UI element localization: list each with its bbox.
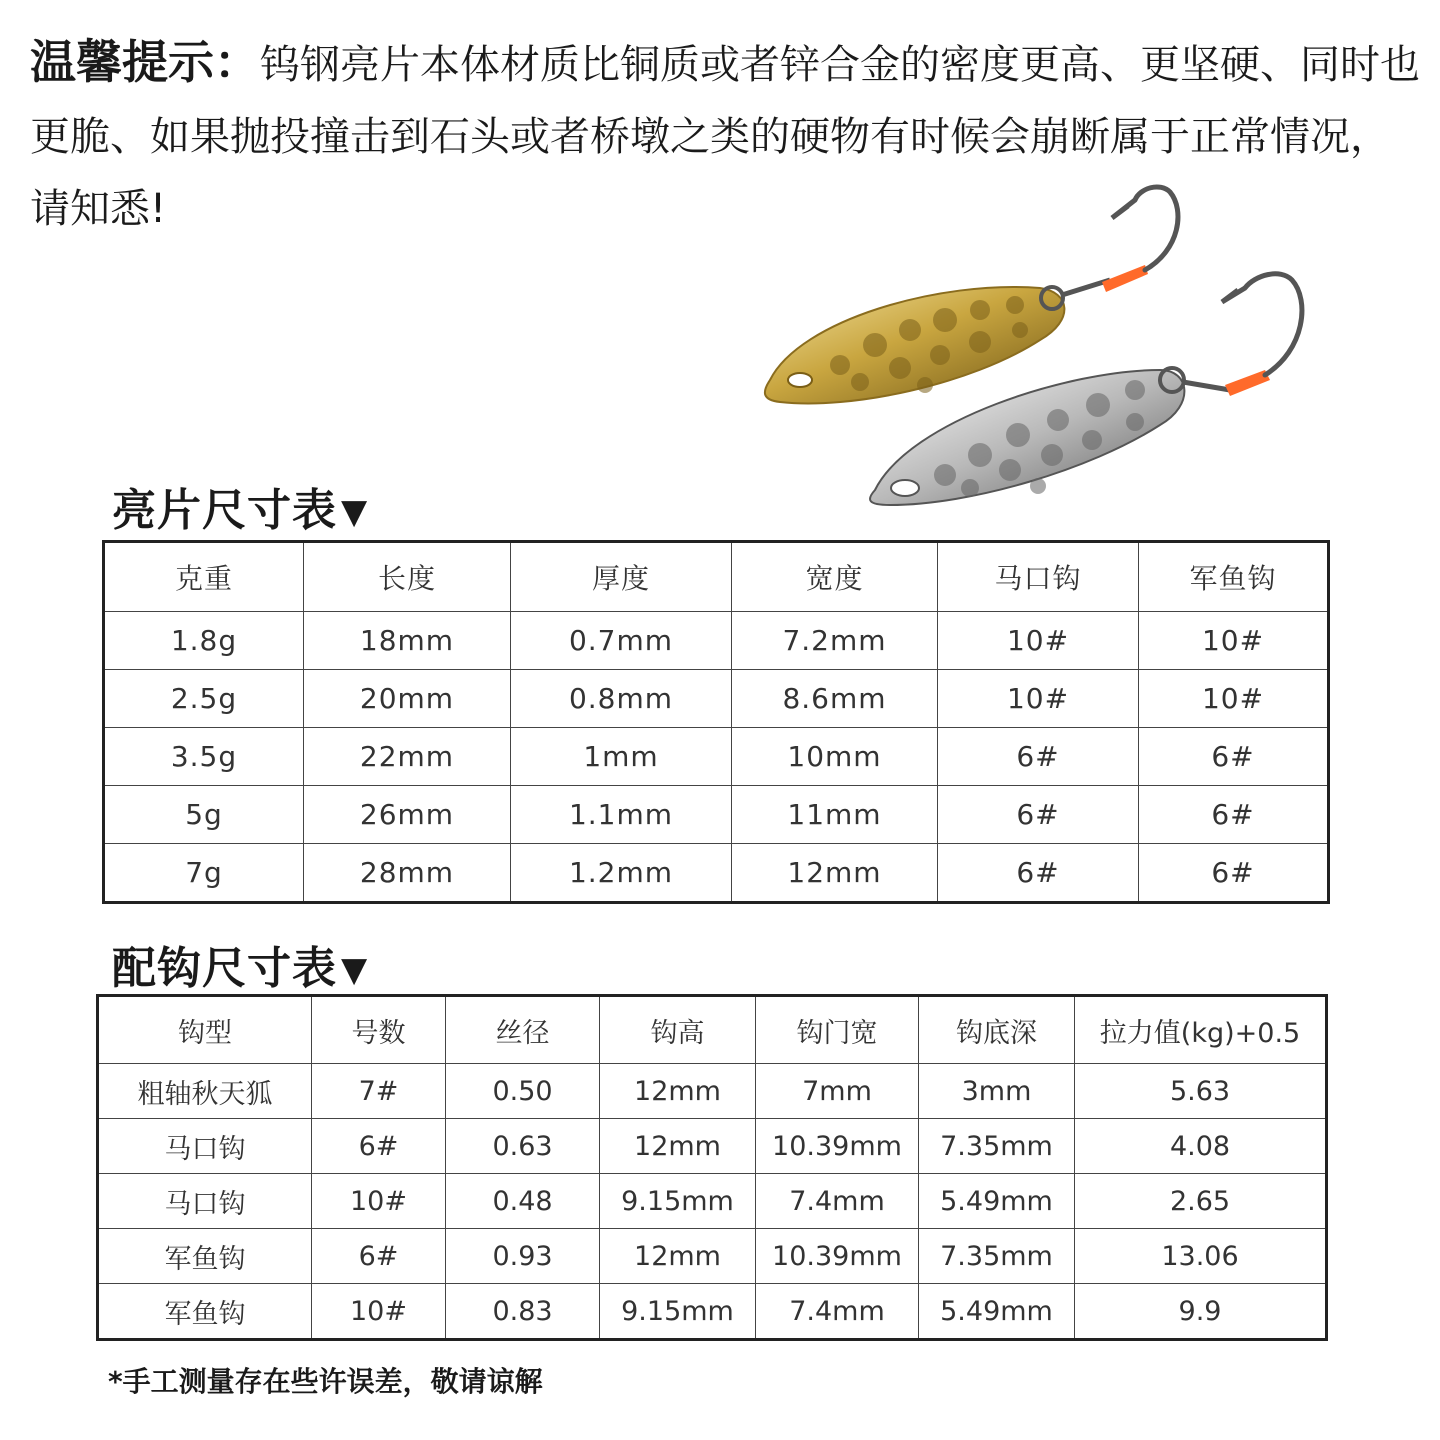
table-cell: 5g — [104, 786, 304, 844]
table-cell: 0.83 — [446, 1284, 600, 1340]
table-cell: 22mm — [304, 728, 511, 786]
table-cell: 粗轴秋天狐 — [98, 1064, 312, 1119]
table-cell: 8.6mm — [732, 670, 938, 728]
table-cell: 6# — [938, 728, 1139, 786]
hook-size-title — [112, 932, 368, 996]
table-cell: 1.2mm — [511, 844, 732, 903]
header-cell: 钩门宽 — [756, 996, 919, 1064]
header-cell: 长度 — [304, 542, 511, 612]
spoon-size-table — [102, 540, 1330, 904]
table-cell: 10.39mm — [756, 1119, 919, 1174]
hook-size-table — [96, 994, 1328, 1341]
spoon-size-title-text: 亮片尺寸表 — [112, 485, 337, 536]
table-cell: 0.48 — [446, 1174, 600, 1229]
notice-label: 温馨提示： — [30, 35, 260, 89]
table-cell: 10# — [938, 670, 1139, 728]
header-cell: 宽度 — [732, 542, 938, 612]
table-cell: 10# — [938, 612, 1139, 670]
table-cell: 9.15mm — [600, 1284, 756, 1340]
table-cell: 马口钩 — [98, 1119, 312, 1174]
triangle-down-icon: ▼ — [341, 492, 369, 532]
header-cell: 丝径 — [446, 996, 600, 1064]
header-cell: 军鱼钩 — [1139, 542, 1329, 612]
table-cell: 3mm — [919, 1064, 1075, 1119]
header-cell: 钩型 — [98, 996, 312, 1064]
table-cell: 12mm — [600, 1229, 756, 1284]
header-cell: 厚度 — [511, 542, 732, 612]
table-cell: 11mm — [732, 786, 938, 844]
notice-text: 钨钢亮片本体材质比铜质或者锌合金的密度更高、更坚硬、同时也更脆、如果抛投撞击到石头或者桥墩之类的硬物有时候会崩断属于正常情况，请知悉! — [30, 42, 1420, 232]
table-cell: 5.49mm — [919, 1284, 1075, 1340]
table-cell: 2.5g — [104, 670, 304, 728]
table-cell: 6# — [312, 1229, 446, 1284]
table-cell: 10# — [312, 1284, 446, 1340]
table-row — [104, 612, 1329, 670]
table-cell: 0.8mm — [511, 670, 732, 728]
spoon-lures-image — [740, 170, 1440, 540]
header-cell: 钩底深 — [919, 996, 1075, 1064]
table-cell: 0.93 — [446, 1229, 600, 1284]
table-cell: 5.49mm — [919, 1174, 1075, 1229]
table-cell: 12mm — [600, 1119, 756, 1174]
table-cell: 7.35mm — [919, 1229, 1075, 1284]
triangle-down-icon: ▼ — [341, 950, 369, 990]
table-cell: 7.4mm — [756, 1284, 919, 1340]
header-cell: 克重 — [104, 542, 304, 612]
table-row — [104, 844, 1329, 903]
table-row — [98, 1284, 1327, 1340]
table-cell: 12mm — [600, 1064, 756, 1119]
header-cell: 马口钩 — [938, 542, 1139, 612]
table-cell: 7.35mm — [919, 1119, 1075, 1174]
table-row — [104, 728, 1329, 786]
table-cell: 6# — [938, 844, 1139, 903]
table-cell: 2.65 — [1075, 1174, 1327, 1229]
header-cell: 钩高 — [600, 996, 756, 1064]
hook-size-title-text: 配钩尺寸表 — [112, 943, 337, 994]
table-cell: 7.2mm — [732, 612, 938, 670]
table-cell: 10.39mm — [756, 1229, 919, 1284]
table-cell: 9.9 — [1075, 1284, 1327, 1340]
table-row — [104, 670, 1329, 728]
table-cell: 军鱼钩 — [98, 1229, 312, 1284]
header-cell: 拉力值(kg)+0.5 — [1075, 996, 1327, 1064]
table-cell: 10# — [1139, 670, 1329, 728]
spoon-size-title — [112, 474, 368, 538]
table-cell: 20mm — [304, 670, 511, 728]
table-row — [98, 1229, 1327, 1284]
table-cell: 10mm — [732, 728, 938, 786]
table-cell: 18mm — [304, 612, 511, 670]
table-cell: 7mm — [756, 1064, 919, 1119]
table-cell: 军鱼钩 — [98, 1284, 312, 1340]
table-cell: 12mm — [732, 844, 938, 903]
table-cell: 3.5g — [104, 728, 304, 786]
table-cell: 10# — [312, 1174, 446, 1229]
table-row — [98, 1174, 1327, 1229]
table-cell: 1.8g — [104, 612, 304, 670]
table-cell: 6# — [1139, 844, 1329, 903]
table-cell: 5.63 — [1075, 1064, 1327, 1119]
table-cell: 6# — [1139, 728, 1329, 786]
table-cell: 10# — [1139, 612, 1329, 670]
table-cell: 0.63 — [446, 1119, 600, 1174]
table-cell: 0.50 — [446, 1064, 600, 1119]
table-cell: 1.1mm — [511, 786, 732, 844]
header-cell: 号数 — [312, 996, 446, 1064]
table-cell: 1mm — [511, 728, 732, 786]
table-cell: 7g — [104, 844, 304, 903]
table-cell: 马口钩 — [98, 1174, 312, 1229]
table-row — [98, 1119, 1327, 1174]
table-cell: 28mm — [304, 844, 511, 903]
gold-spoon-lure — [765, 187, 1178, 404]
table-cell: 4.08 — [1075, 1119, 1327, 1174]
table-cell: 6# — [1139, 786, 1329, 844]
measurement-footnote: *手工测量存在些许误差，敬请谅解 — [108, 1365, 543, 1398]
table-cell: 6# — [312, 1119, 446, 1174]
table-cell: 0.7mm — [511, 612, 732, 670]
table-header-row — [104, 542, 1329, 612]
table-cell: 9.15mm — [600, 1174, 756, 1229]
table-cell: 7.4mm — [756, 1174, 919, 1229]
table-cell: 6# — [938, 786, 1139, 844]
table-cell: 26mm — [304, 786, 511, 844]
table-row — [104, 786, 1329, 844]
table-cell: 7# — [312, 1064, 446, 1119]
table-header-row — [98, 996, 1327, 1064]
table-row — [98, 1064, 1327, 1119]
table-cell: 13.06 — [1075, 1229, 1327, 1284]
